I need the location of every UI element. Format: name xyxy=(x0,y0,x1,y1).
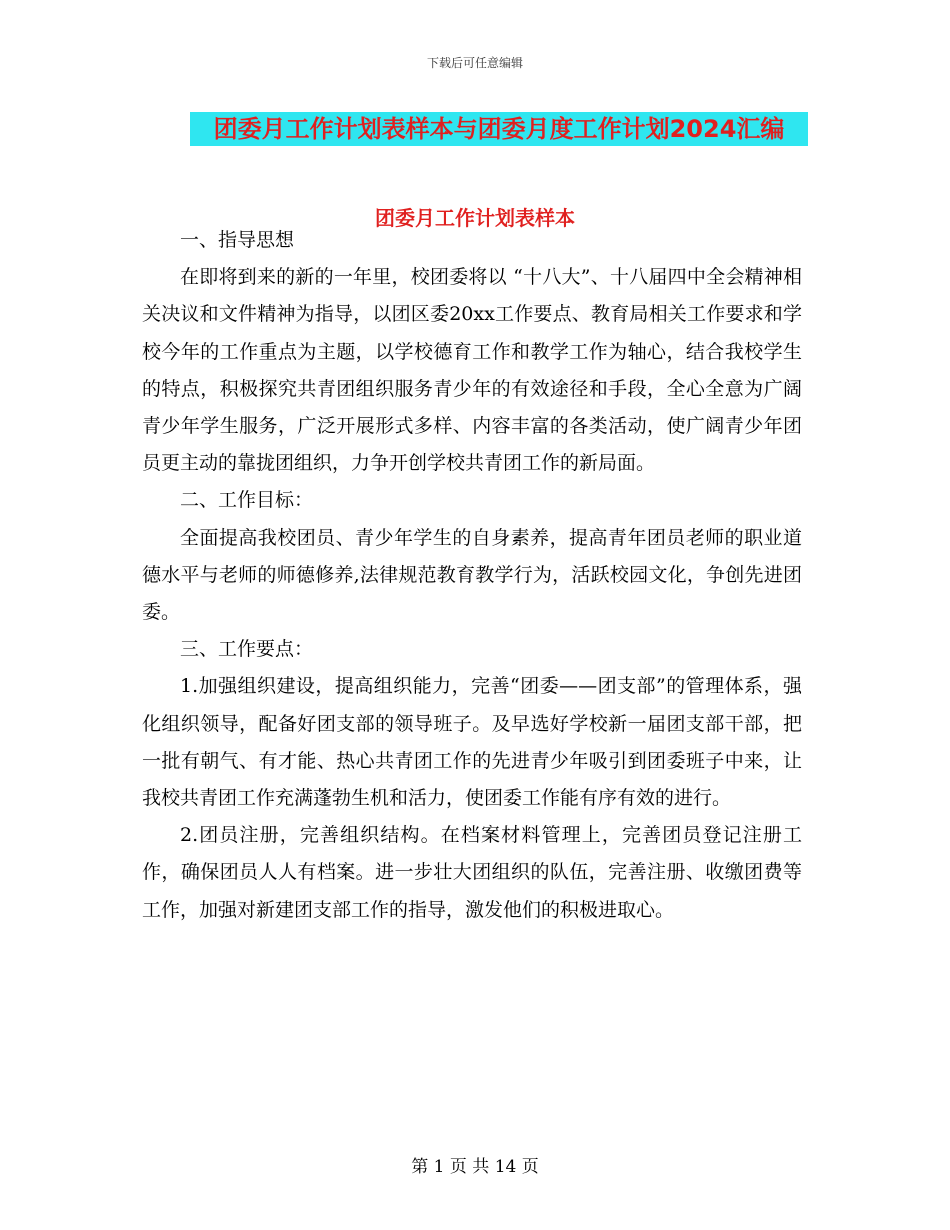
paragraph-point-2: 2.团员注册，完善组织结构。在档案材料管理上，完善团员登记注册工作，确保团员人人有档案。进一步壮大团组织的队伍，完善注册、收缴团费等工作，加强对新建团支部工作的指导，激发他们的积极进取心。 xyxy=(142,824,802,921)
heading-work-goals: 二、工作目标： xyxy=(180,489,314,512)
document-body xyxy=(142,222,802,929)
paragraph-guiding-ideology: 在即将到来的新的一年里，校团委将以 “十八大”、十八届四中全会精神相关决议和文件精神为指导，以团区委20xx工作要点、教育局相关工作要求和学校今年的工作重点为主题，以学校德育工作和教学工作为轴心，结合我校学生的特点，积极探究共青团组织服务青少年的有效途径和手段，全心全意为广阔青少年学生服务，广泛开展形式多样、内容丰富的各类活动，使广阔青少年团员更主动的靠拢团组织，力争开创学校共青团工作的新局面。 xyxy=(142,266,802,475)
paragraph-point-1: 1.加强组织建设，提高组织能力，完善“团委——团支部”的管理体系，强化组织领导，配备好团支部的领导班子。及早选好学校新一届团支部干部，把一批有朝气、有才能、热心共青团工作的先进青少年吸引到团委班子中来，让我校共青团工作充满蓬勃生机和活力，使团委工作能有序有效的进行。 xyxy=(142,675,802,810)
paragraph-work-goals: 全面提高我校团员、青少年学生的自身素养，提高青年团员老师的职业道德水平与老师的师德修养,法律规范教育教学行为，活跃校园文化，争创先进团委。 xyxy=(142,526,802,624)
page-footer: 第 1 页 共 14 页 xyxy=(411,1157,539,1177)
header-note: 下载后可任意编辑 xyxy=(426,56,523,70)
heading-guiding-ideology: 一、指导思想 xyxy=(180,229,295,251)
heading-work-points: 三、工作要点： xyxy=(180,638,314,661)
main-title: 团委月工作计划表样本与团委月度工作计划2024汇编 xyxy=(190,112,808,146)
section-title: 团委月工作计划表样本 xyxy=(375,206,575,230)
